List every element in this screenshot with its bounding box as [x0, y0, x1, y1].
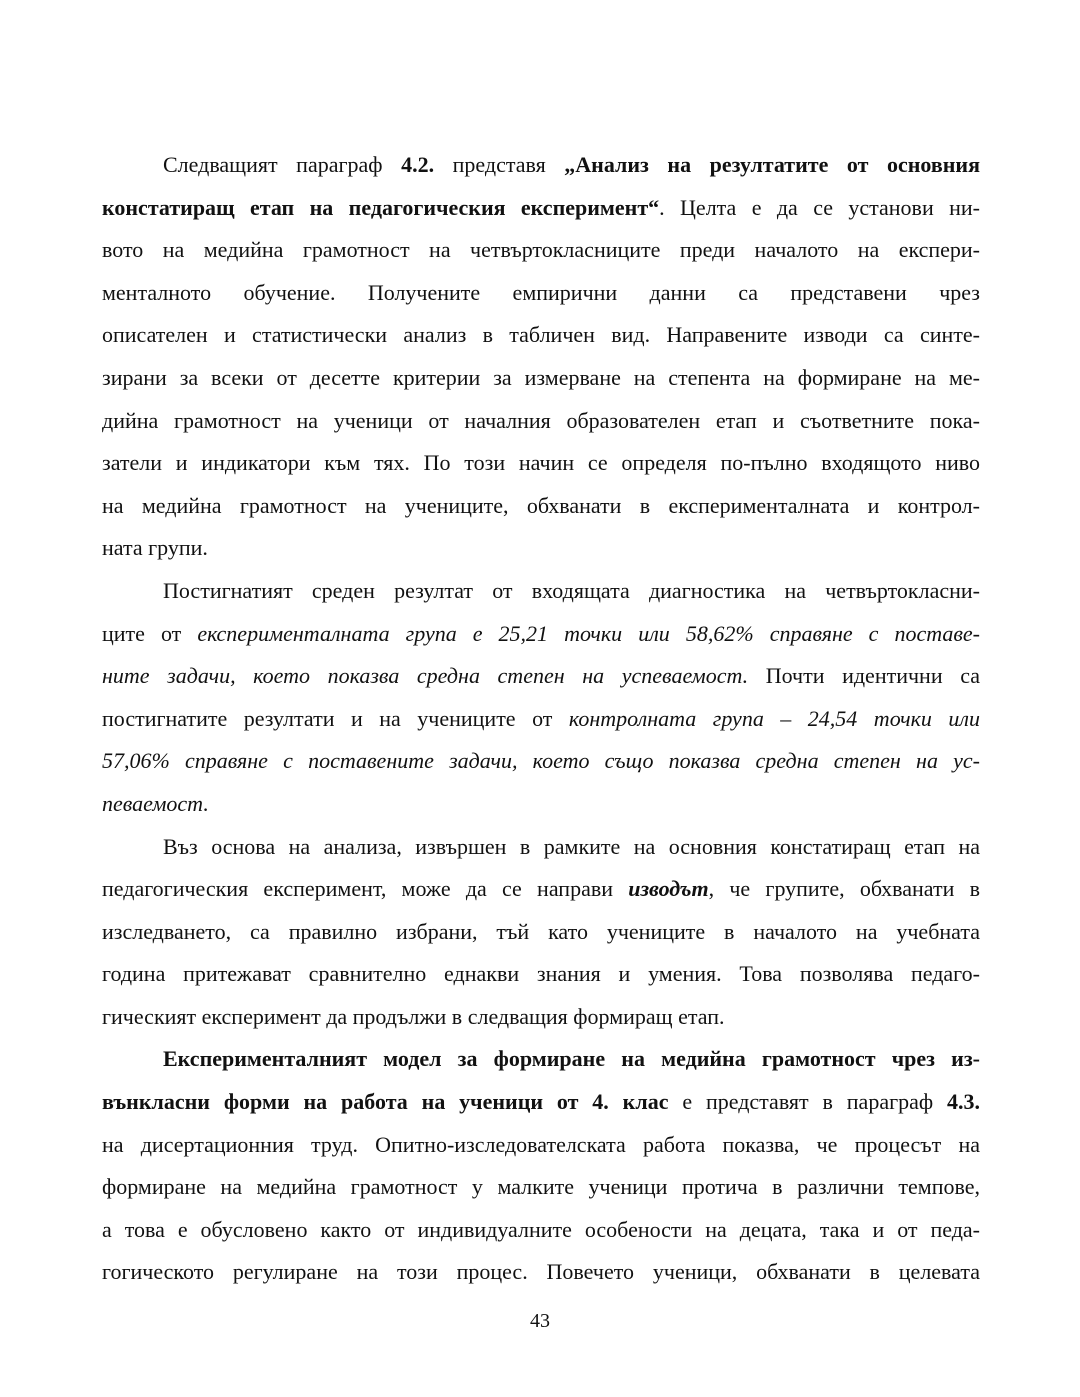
text-line: описателен и статистически анализ в табличен вид. Направените изводи са синте- — [102, 322, 980, 348]
text-line: Въз основа на анализа, извършен в рамките на основния констатиращ етап на — [163, 833, 980, 859]
text-line: гическият експеримент да продължи в следващия формиращ етап. — [102, 1003, 725, 1029]
text-line: ците от експерименталната група е 25,21 точки или 58,62% справяне с поставе- — [102, 620, 981, 646]
paragraph-average-results — [102, 570, 980, 826]
text-line: Постигнатият среден резултат от входящата диагностика на четвъртокласни- — [163, 577, 980, 603]
text-line: на дисертационния труд. Опитно-изследователската работа показва, че процесът на — [102, 1131, 980, 1157]
text-line: менталното обучение. Получените емпирични данни са представени чрез — [102, 279, 980, 305]
text-line: вънкласни форми на работа на ученици от 4. клас е представят в параграф 4.3. — [102, 1089, 980, 1115]
text-line: педагогическия експеримент, може да се направи изводът, че групите, обхванати в — [102, 876, 981, 902]
text-line: 57,06% справяне с поставените задачи, което също показва средна степен на ус- — [102, 748, 980, 774]
text-line: а това е обусловено както от индивидуалните особености на децата, така и от педа- — [102, 1216, 980, 1242]
text-line: ната групи. — [102, 535, 208, 561]
text-line: формиране на медийна грамотност у малките ученици протича в различни темпове, — [102, 1174, 980, 1200]
text-line: затели и индикатори към тях. По този начин се определя по-пълно входящото ниво — [102, 450, 980, 476]
text-line: констатиращ етап на педагогическия експеримент“. Целта е да се установи ни- — [102, 194, 980, 220]
text-line: на медийна грамотност на учениците, обхванати в експерименталната и контрол- — [102, 492, 980, 518]
text-line: ните задачи, което показва средна степен на успеваемост. Почти идентични са — [102, 663, 980, 689]
page-number: 43 — [530, 1310, 550, 1332]
paragraph-conclusion — [102, 826, 980, 1039]
text-line: година притежават сравнително еднакви знания и умения. Това позволява педаго- — [102, 961, 980, 987]
text-line: зирани за всеки от десетте критерии за измерване на степента на формиране на ме- — [102, 364, 980, 390]
text-line: гогическото регулиране на този процес. Повечето ученици, обхванати в целевата — [102, 1259, 980, 1285]
text-line: певаемост. — [102, 790, 209, 816]
text-line: постигнатите резултати и на учениците от контролната група – 24,54 точки или — [102, 705, 980, 731]
text-line: Експерименталният модел за формиране на медийна грамотност чрез из- — [163, 1046, 980, 1072]
text-line: Следващият параграф 4.2. представя „Анализ на резултатите от основния — [163, 152, 980, 177]
text-line: изследването, са правилно избрани, тъй като учениците в началото на учебната — [102, 918, 980, 944]
paragraph-analysis-4-2 — [102, 144, 980, 570]
text-line: вото на медийна грамотност на четвъртокласниците преди началото на експери- — [102, 237, 980, 263]
paragraph-experimental-model-4-3 — [102, 1038, 980, 1294]
body-text — [102, 144, 980, 1294]
text-line: дийна грамотност на ученици от началния образователен етап и съответните пока- — [102, 407, 980, 433]
